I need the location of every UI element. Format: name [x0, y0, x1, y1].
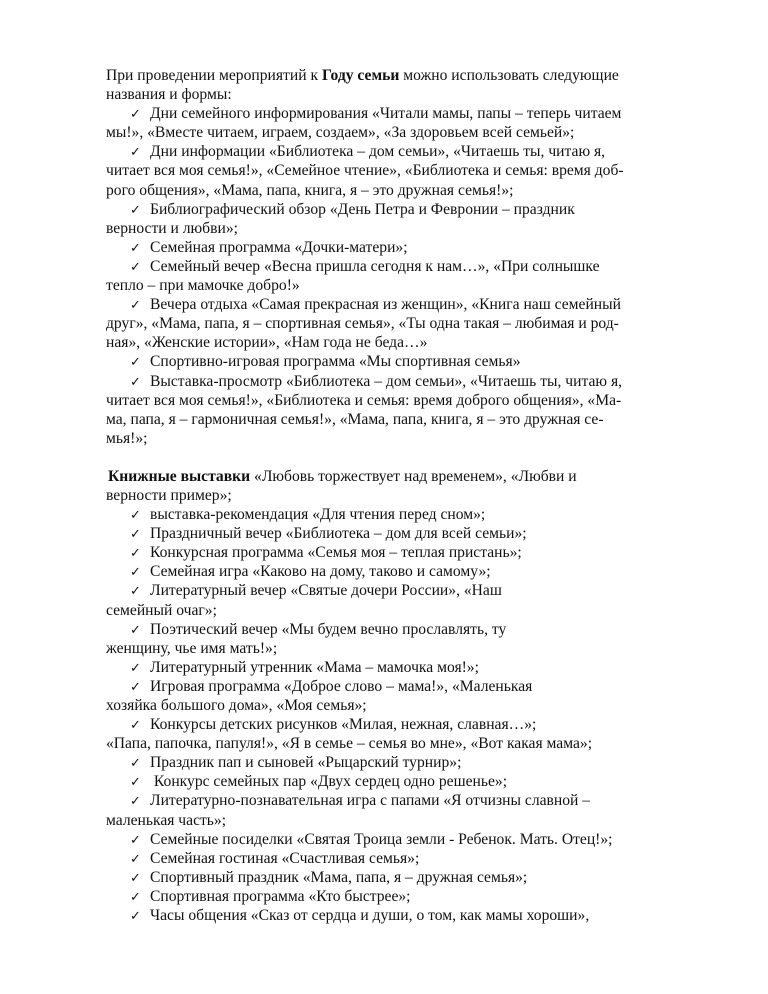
list-item	[106, 257, 716, 295]
list-item-first-line	[106, 372, 716, 391]
checkmark-icon: ✓	[130, 374, 141, 390]
list-item-text: Праздничный вечер «Библиотека – дом для всей семьи»;	[150, 525, 527, 543]
list-item-text: мы!», «Вместе читаем, играем, создаем», «За здоровьем всей семьей»;	[106, 124, 575, 142]
list-item	[106, 543, 716, 562]
list-item-text: рого общения», «Мама, папа, книга, я – это дружная семья!»;	[106, 181, 514, 199]
list-item-text: хозяйка большого дома», «Моя семья»;	[106, 697, 367, 714]
list-item-text: друг», «Мама, папа, я – спортивная семья», «Ты одна такая – любимая и род-	[106, 315, 619, 333]
list-item-continuation	[106, 181, 716, 200]
list-item-text: Дни информации «Библиотека – дом семьи», «Читаешь ты, читаю я,	[150, 143, 606, 161]
list-item-continuation	[106, 161, 716, 180]
list-item-first-line	[106, 868, 716, 887]
list-item	[106, 505, 716, 524]
list-item	[106, 887, 716, 906]
list-item	[106, 906, 716, 925]
list-item-text: ная», «Женские истории», «Нам года не беда…»	[106, 334, 428, 352]
list-item-text: Конкурсы детских рисунков «Милая, нежная, славная…»;	[150, 716, 537, 734]
checkmark-icon: ✓	[130, 259, 141, 275]
checkmark-icon: ✓	[130, 355, 141, 371]
list-item-first-line	[106, 505, 716, 524]
list-item-continuation	[106, 429, 716, 448]
list-item	[106, 524, 716, 543]
checkmark-icon: ✓	[130, 622, 141, 638]
exhibits-line	[106, 467, 716, 486]
list-item-first-line	[106, 753, 716, 772]
list-item-text: Семейная программа «Дочки-матери»;	[150, 238, 408, 256]
checkmark-icon: ✓	[130, 240, 141, 256]
checkmark-icon: ✓	[130, 546, 141, 562]
list-item	[106, 677, 716, 715]
list-item-first-line	[106, 352, 716, 371]
checkmark-icon: ✓	[130, 508, 141, 524]
list-item-first-line	[106, 104, 716, 123]
list-item-text: ма, папа, я – гармоничная семья!», «Мама, папа, книга, я – это дружная се-	[106, 410, 604, 428]
list-item	[106, 200, 716, 238]
list-item-first-line	[106, 830, 716, 849]
list-item-text: Часы общения «Сказ от сердца и души, о том, как мамы хороши»,	[150, 907, 590, 925]
list-item-continuation	[106, 601, 716, 620]
list-item-continuation	[106, 276, 716, 295]
list-item-text: Спортивная программа «Кто быстрее»;	[150, 887, 411, 905]
list-item-text: «Папа, папочка, папуля!», «Я в семье – семья во мне», «Вот какая мама»;	[106, 735, 593, 753]
exhibits-suffix: «Любовь торжествует над временем», «Любви и	[250, 467, 577, 485]
checkmark-icon: ✓	[130, 584, 141, 600]
list-item-text: женщину, чье имя мать!»;	[106, 639, 278, 657]
checkmark-icon: ✓	[130, 870, 141, 886]
list-item-text: Библиографический обзор «День Петра и Февронии – праздник	[150, 200, 575, 218]
list-item-text: Конкурсная программа «Семья моя – теплая пристань»;	[150, 544, 522, 562]
list-item-first-line	[106, 562, 716, 581]
list-item-continuation	[106, 734, 716, 753]
list-item-first-line	[106, 257, 716, 276]
list-item-text: Дни семейного информирования «Читали мамы, папы – теперь читаем	[150, 105, 622, 123]
list-item-continuation	[106, 639, 716, 658]
list-item-first-line	[106, 677, 716, 696]
list-item-first-line	[106, 715, 716, 734]
list-item-first-line	[106, 524, 716, 543]
list-item-text: Семейные посиделки «Святая Троица земли - Ребенок. Мать. Отец!»;	[150, 830, 613, 848]
list-item-first-line	[106, 543, 716, 562]
list-item-text: Литературный утренник «Мама – мамочка моя!»;	[150, 658, 479, 676]
list-item-first-line	[106, 887, 716, 906]
list-item-text: Литературный вечер «Святые дочери России», «Наш	[150, 582, 502, 600]
list-item-first-line	[106, 849, 716, 868]
checkmark-icon: ✓	[130, 775, 141, 791]
intro-suffix: можно использовать следующие	[399, 67, 619, 84]
list-item-first-line	[106, 772, 716, 791]
list-item-text: Выставка-просмотр «Библиотека – дом семьи», «Читаешь ты, читаю я,	[150, 372, 623, 390]
checkmark-icon: ✓	[130, 679, 141, 695]
checkmark-icon: ✓	[130, 794, 141, 810]
list-item	[106, 372, 716, 448]
list-item-text: Спортивный праздник «Мама, папа, я – дружная семья»;	[150, 868, 528, 886]
list-item-text: Семейная игра «Каково на дому, таково и самому»;	[150, 563, 491, 581]
list-item-continuation	[106, 333, 716, 352]
section-spacer	[106, 448, 716, 467]
list-item-text: верности и любви»;	[106, 219, 238, 237]
checkmark-icon: ✓	[130, 889, 141, 905]
list-item-continuation	[106, 410, 716, 429]
list-item	[106, 562, 716, 581]
list-item-text: Семейный вечер «Весна пришла сегодня к нам…», «При солнышке	[150, 257, 600, 275]
list-item	[106, 352, 716, 371]
list-item-text: Семейная гостиная «Счастливая семья»;	[150, 849, 420, 867]
list-item-text: выставка-рекомендация «Для чтения перед сном»;	[150, 506, 486, 524]
list-item-text: Игровая программа «Доброе слово – мама!», «Маленькая	[150, 677, 533, 695]
intro-line	[106, 66, 716, 85]
list-item-text: семейный очаг»;	[106, 601, 217, 619]
list-item-first-line	[106, 791, 716, 810]
list-item-continuation	[106, 314, 716, 333]
list-item	[106, 849, 716, 868]
document-page	[106, 66, 716, 925]
list-item-text: Праздник пап и сыновей «Рыцарский турнир»;	[150, 754, 462, 772]
intro-prefix: При проведении мероприятий к	[106, 67, 322, 84]
list-item	[106, 238, 716, 257]
list-item-text: Спортивно-игровая программа «Мы спортивная семья»	[150, 353, 521, 371]
list-item-text: мья!»;	[106, 429, 148, 447]
checkmark-icon: ✓	[130, 756, 141, 772]
section-list-2	[106, 505, 716, 925]
list-item-text: Поэтический вечер «Мы будем вечно прославлять, ту	[150, 620, 507, 638]
checkmark-icon: ✓	[130, 565, 141, 581]
checkmark-icon: ✓	[130, 832, 141, 848]
list-item-text: читает вся моя семья!», «Библиотека и семья: время доброго общения», «Ма-	[106, 391, 622, 409]
list-item	[106, 753, 716, 772]
list-item-text: маленькая часть»;	[106, 811, 227, 829]
list-item-text: Вечера отдыха «Самая прекрасная из женщин», «Книга наш семейный	[150, 296, 621, 314]
list-item	[106, 715, 716, 753]
list-item-first-line	[106, 238, 716, 257]
list-item-continuation	[106, 391, 716, 410]
list-item-first-line	[106, 142, 716, 161]
list-item-first-line	[106, 620, 716, 639]
checkmark-icon: ✓	[130, 202, 141, 218]
list-item-first-line	[106, 906, 716, 925]
list-item-first-line	[106, 200, 716, 219]
list-item	[106, 295, 716, 352]
checkmark-icon: ✓	[130, 107, 141, 123]
list-item	[106, 142, 716, 199]
list-item-text: Литературно-познавательная игра с папами «Я отчизны славной –	[150, 792, 591, 810]
list-item-text: тепло – при мамочке добро!»	[106, 277, 300, 295]
list-item	[106, 868, 716, 887]
list-item	[106, 791, 716, 829]
checkmark-icon: ✓	[130, 145, 141, 161]
list-item-first-line	[106, 658, 716, 677]
list-item-continuation	[106, 219, 716, 238]
list-item	[106, 620, 716, 658]
section-list-1	[106, 104, 716, 448]
exhibits-bold-term: Книжные выставки	[108, 467, 251, 485]
intro-bold-term: Году семьи	[321, 67, 400, 84]
list-item	[106, 772, 716, 791]
intro-line-2: названия и формы:	[106, 86, 232, 104]
checkmark-icon: ✓	[130, 298, 141, 314]
list-item	[106, 830, 716, 849]
list-item	[106, 581, 716, 619]
list-item-first-line	[106, 581, 716, 600]
exhibits-line-2: верности пример»;	[106, 486, 232, 504]
list-item-first-line	[106, 295, 716, 314]
list-item-continuation	[106, 811, 716, 830]
checkmark-icon: ✓	[130, 527, 141, 543]
checkmark-icon: ✓	[130, 851, 141, 867]
checkmark-icon: ✓	[130, 909, 141, 925]
list-item-text: Конкурс семейных пар «Двух сердец одно решенье»;	[150, 773, 508, 791]
list-item	[106, 104, 716, 142]
list-item	[106, 658, 716, 677]
list-item-text: читает вся моя семья!», «Семейное чтение», «Библиотека и семья: время доб-	[106, 162, 624, 180]
list-item-continuation	[106, 696, 716, 715]
list-item-continuation	[106, 123, 716, 142]
checkmark-icon: ✓	[130, 660, 141, 676]
checkmark-icon: ✓	[130, 718, 141, 734]
